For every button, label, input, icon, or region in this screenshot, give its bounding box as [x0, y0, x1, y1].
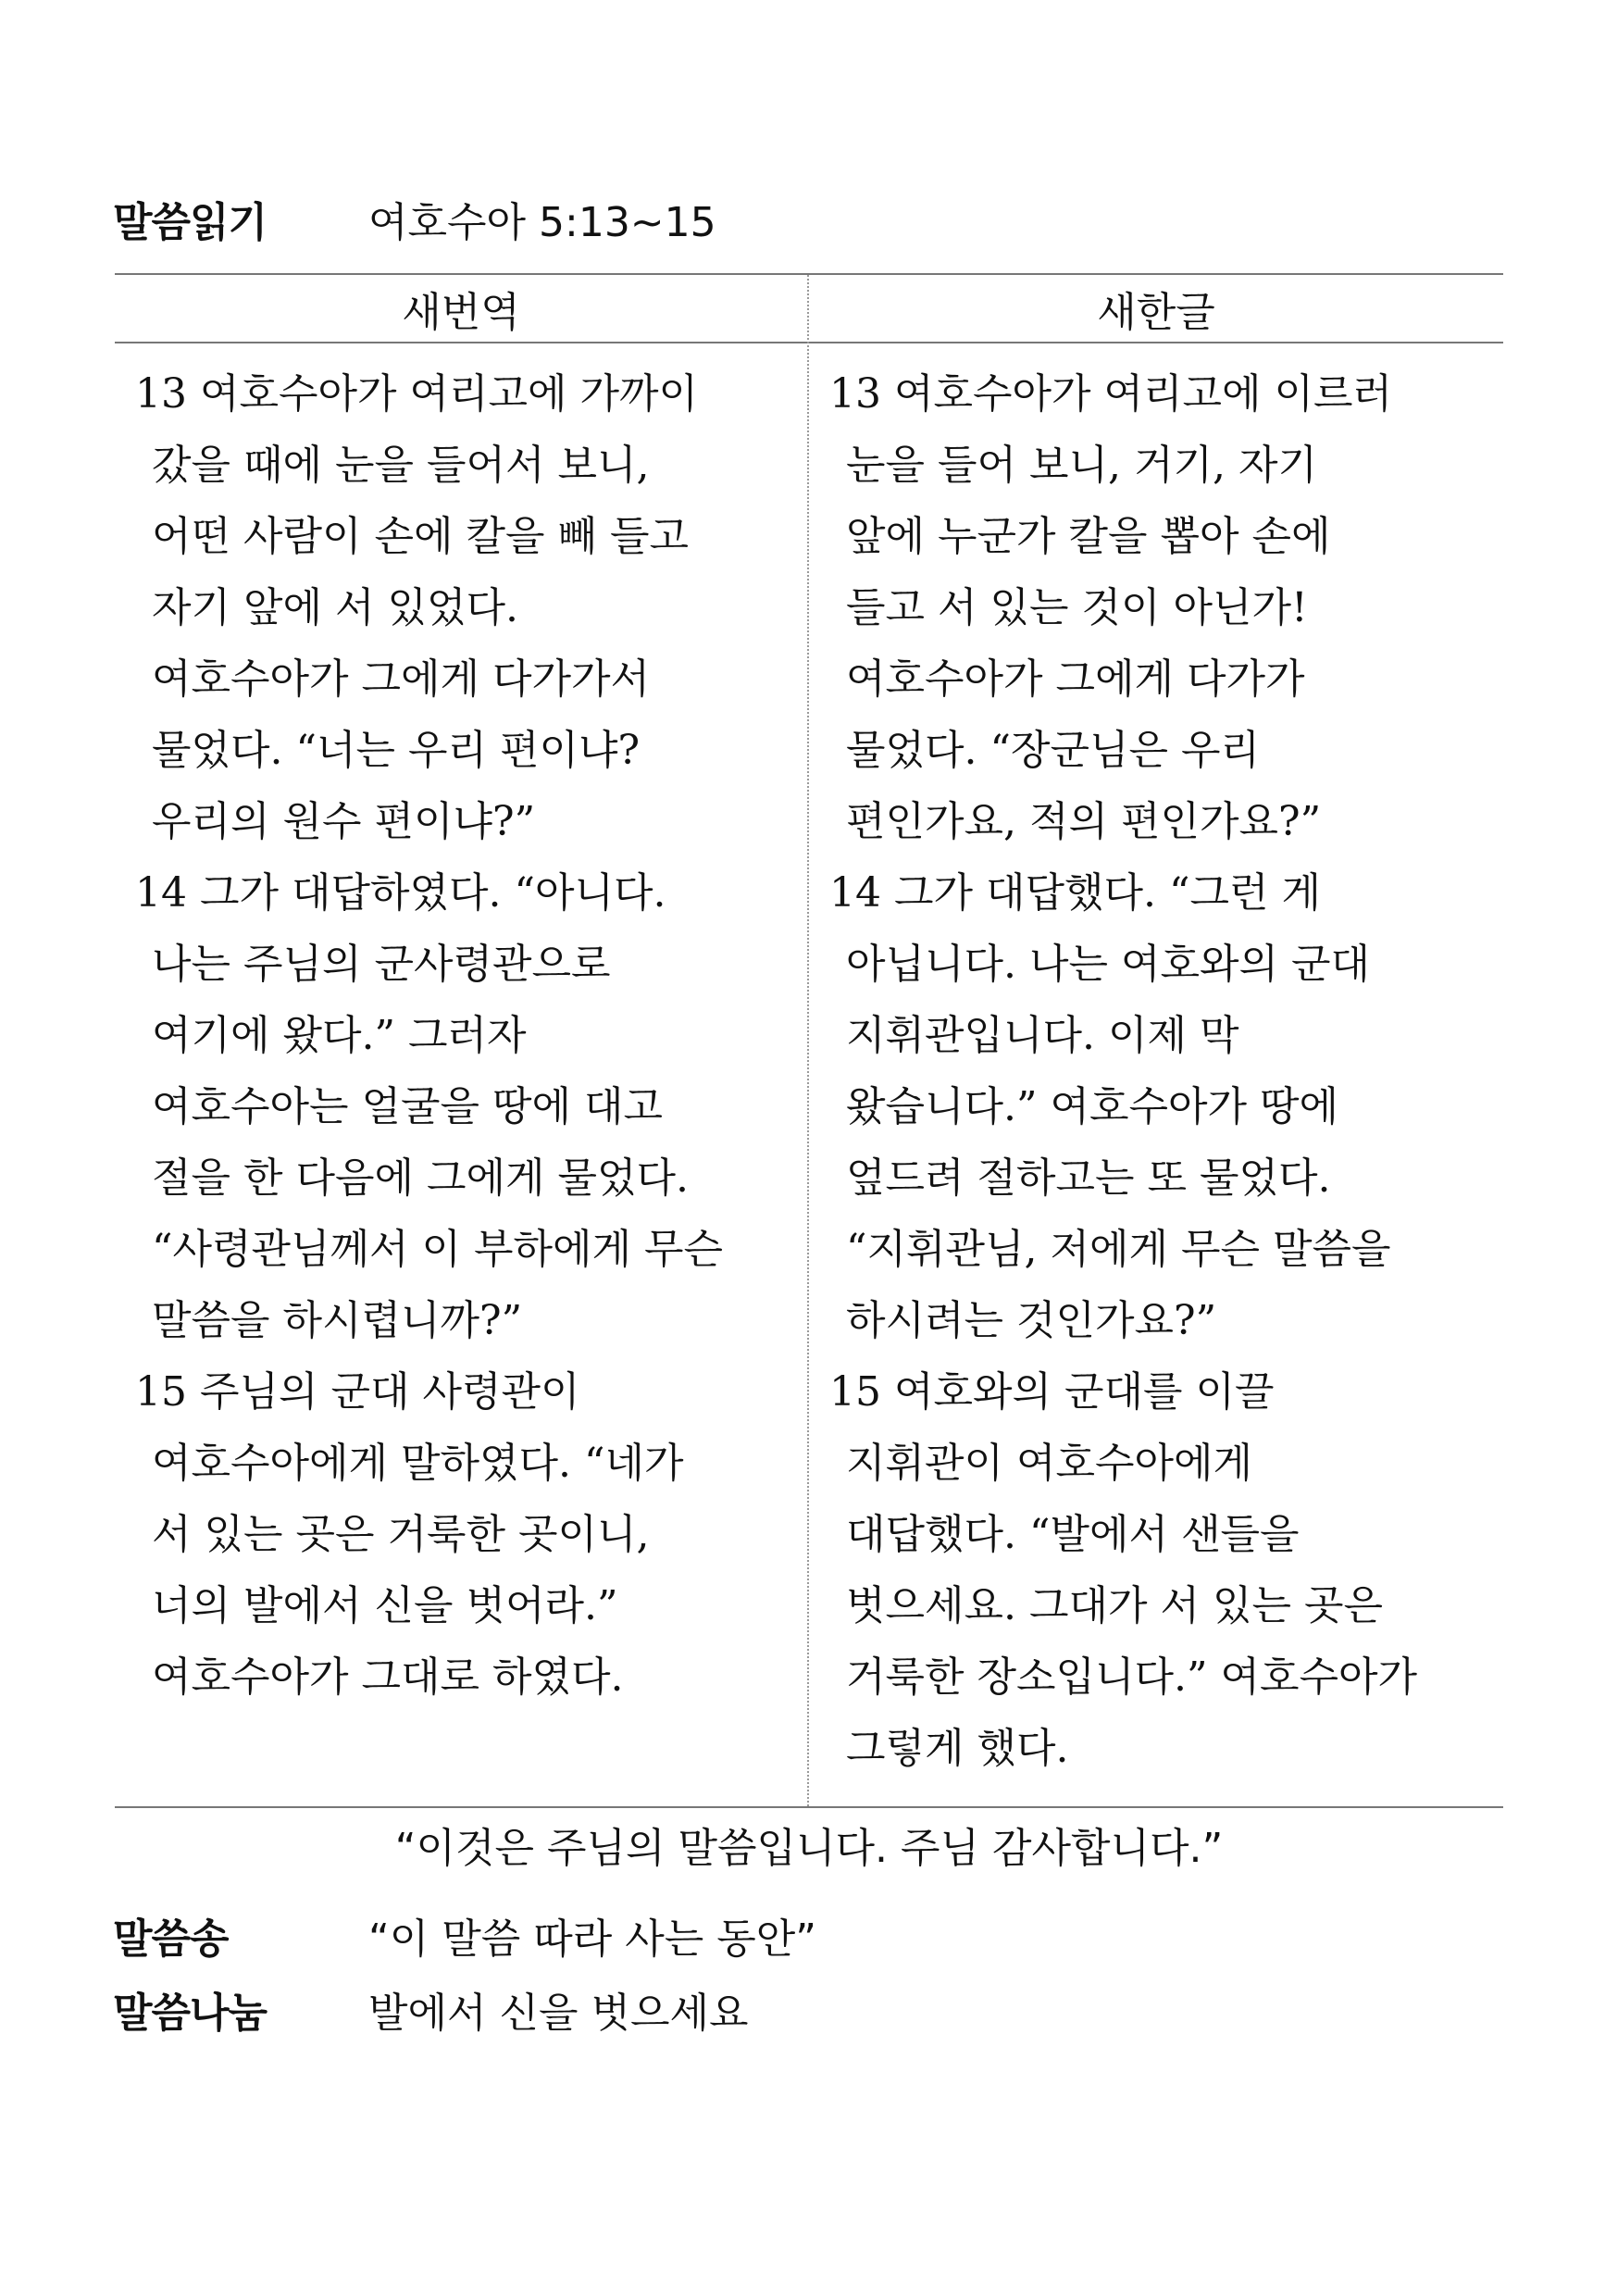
- verse-line: 14 그가 대답하였다. “아니다.: [135, 869, 666, 917]
- verse-line: 편인가요, 적의 편인가요?”: [846, 798, 1322, 845]
- verse-line: 우리의 원수 편이냐?”: [152, 798, 536, 845]
- verse-line: 말씀을 하시렵니까?”: [152, 1297, 523, 1344]
- verse-line: 거룩한 장소입니다.” 여호수아가: [846, 1653, 1418, 1701]
- verse-line: 대답했다. “발에서 샌들을: [846, 1511, 1300, 1558]
- verse-line: 벗으세요. 그대가 서 있는 곳은: [846, 1582, 1383, 1629]
- verse-line: 15 여호와의 군대를 이끌: [829, 1368, 1275, 1416]
- closing-declaration: “이것은 주님의 말씀입니다. 주님 감사합니다.”: [394, 1825, 1224, 1872]
- verse-line: “사령관님께서 이 부하에게 무슨: [152, 1226, 724, 1273]
- verse-line: 자기 앞에 서 있었다.: [152, 584, 518, 631]
- verse-line: 나는 주님의 군사령관으로: [152, 941, 611, 988]
- verse-line: 갔을 때에 눈을 들어서 보니,: [152, 442, 650, 489]
- column-header-saebeonyeok: 새번역: [402, 289, 520, 336]
- verse-line: 들고 서 있는 것이 아닌가!: [846, 584, 1308, 631]
- column-divider: [807, 275, 809, 1806]
- verse-line: 여기에 왔다.” 그러자: [152, 1012, 527, 1059]
- verse-line: 여호수아가 그대로 하였다.: [152, 1653, 624, 1701]
- verse-line: 13 여호수아가 여리고에 이르러: [829, 370, 1392, 418]
- sharing-row: [113, 1981, 749, 2037]
- header-rule: [115, 342, 1503, 343]
- verse-line: 지휘관입니다. 이제 막: [846, 1012, 1239, 1059]
- verse-line: 눈을 들어 보니, 거기, 자기: [846, 442, 1317, 489]
- verse-line: 절을 한 다음에 그에게 물었다.: [152, 1154, 689, 1202]
- verse-line: 너의 발에서 신을 벗어라.”: [152, 1582, 618, 1629]
- scripture-reference: 여호수아 5:13~15: [368, 199, 716, 246]
- verse-line: 아닙니다. 나는 여호와의 군대: [846, 941, 1370, 988]
- verse-line: 여호수아에게 말하였다. “네가: [152, 1440, 684, 1487]
- saehangeul-text: [829, 358, 1417, 1784]
- table-bottom-rule: [115, 1806, 1503, 1808]
- verse-line: 하시려는 것인가요?”: [846, 1297, 1217, 1344]
- verse-line: 14 그가 대답했다. “그런 게: [829, 869, 1321, 917]
- verse-line: 어떤 사람이 손에 칼을 빼 들고: [152, 513, 689, 560]
- verse-line: 서 있는 곳은 거룩한 곳이니,: [152, 1511, 650, 1558]
- verse-line: 여호수아는 얼굴을 땅에 대고: [152, 1083, 664, 1130]
- saebeonyeok-text: [135, 358, 723, 1713]
- verse-line: 여호수아가 그에게 다가가서: [152, 655, 651, 703]
- column-header-saehangeul: 새한글: [1097, 289, 1215, 336]
- verse-line: 물었다. “장군님은 우리: [846, 727, 1260, 774]
- verse-line: 13 여호수아가 여리고에 가까이: [135, 370, 698, 418]
- sharing-label: 말씀나눔: [113, 1990, 268, 2037]
- verse-line: 왔습니다.” 여호수아가 땅에: [846, 1083, 1338, 1130]
- verse-line: 물었다. “너는 우리 편이냐?: [152, 727, 641, 774]
- song-title: “이 말씀 따라 사는 동안”: [368, 1915, 817, 1963]
- verse-line: 지휘관이 여호수아에게: [846, 1440, 1253, 1487]
- song-label: 말씀송: [113, 1915, 229, 1963]
- verse-line: “지휘관님, 저에게 무슨 말씀을: [846, 1226, 1391, 1273]
- verse-line: 엎드려 절하고는 또 물었다.: [846, 1154, 1331, 1202]
- verse-line: 15 주님의 군대 사령관이: [135, 1368, 580, 1416]
- verse-line: 여호수아가 그에게 다가가: [846, 655, 1305, 703]
- verse-line: 그렇게 했다.: [846, 1725, 1069, 1772]
- reading-label: 말씀읽기: [113, 199, 268, 246]
- sharing-topic: 발에서 신을 벗으세요: [368, 1990, 749, 2037]
- reading-heading: [113, 191, 716, 246]
- song-row: [113, 1907, 816, 1963]
- verse-line: 앞에 누군가 칼을 뽑아 손에: [846, 513, 1331, 560]
